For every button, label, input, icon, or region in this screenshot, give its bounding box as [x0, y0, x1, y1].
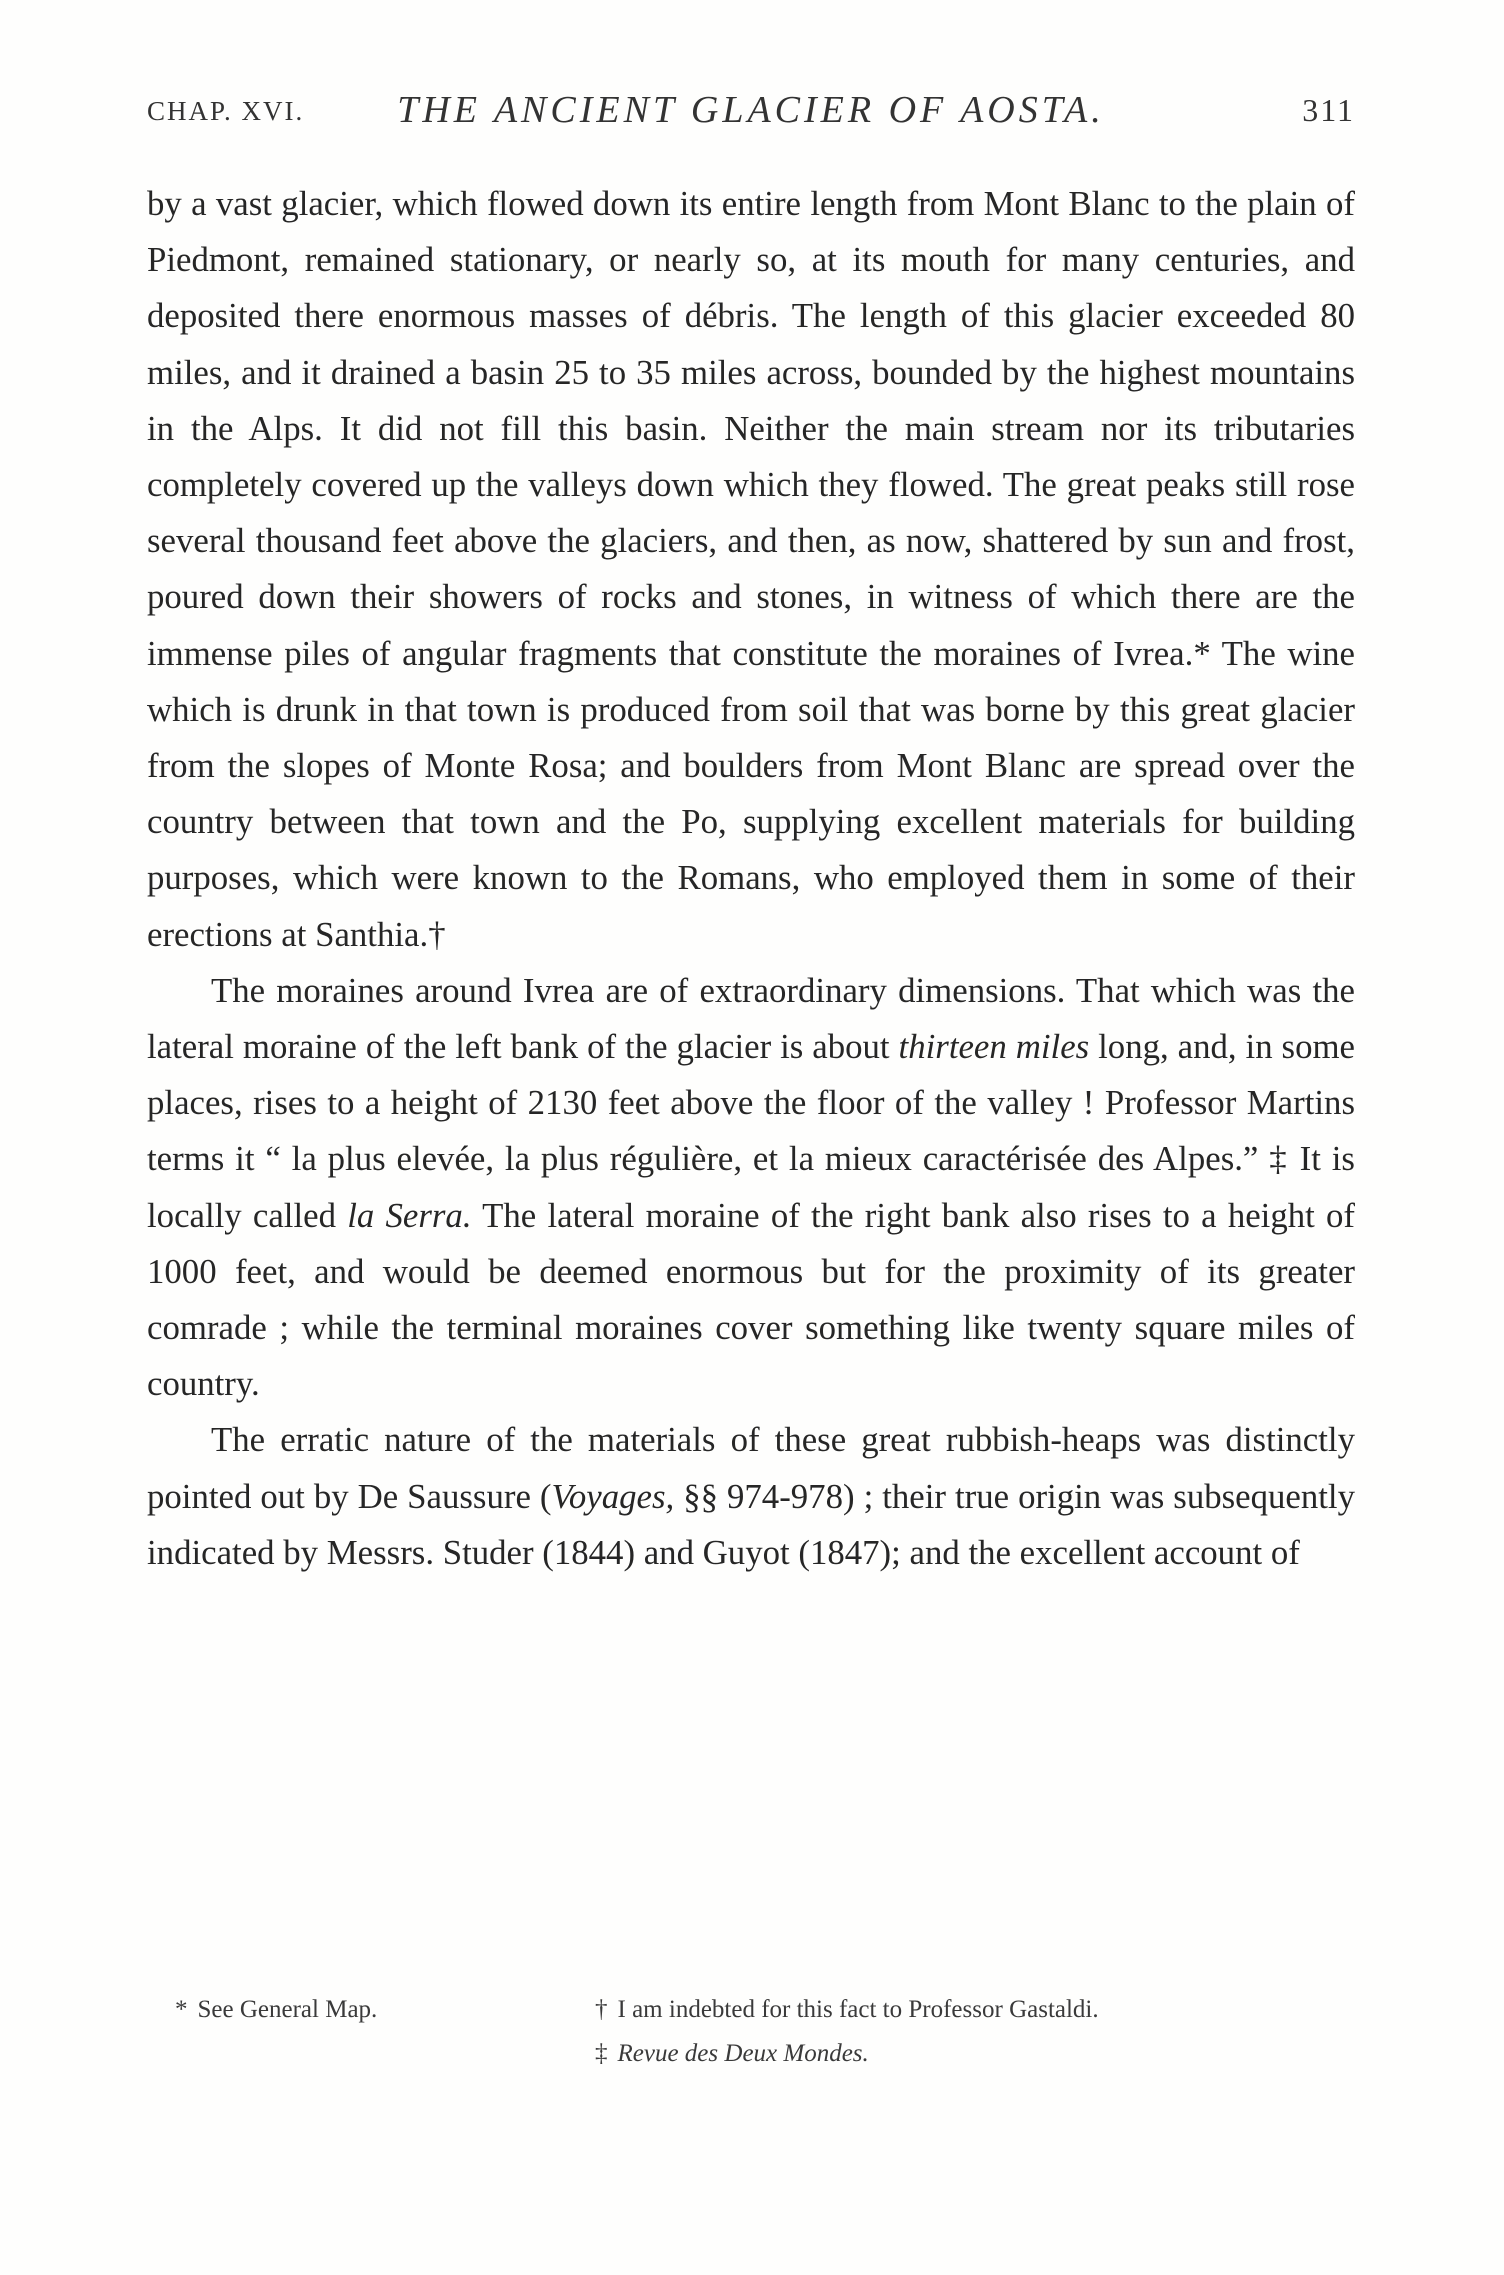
page-number: 311: [1302, 92, 1355, 128]
paragraph-1-text-b: The wine which is drunk in that town is produced from soil that was borne by this great glacier from the slopes of Monte Rosa; and boulders from Mont Blanc are spread over the country between that town and the Po, supplying excellent materials for building purposes, which were known to the Romans, who employed them in some of their erections at Santhia.: [147, 633, 1355, 954]
footnote-dagger-mark: †: [595, 1996, 608, 2023]
book-page: [147, 88, 1356, 2067]
paragraph-1-text-a: by a vast glacier, which flowed down its entire length from Mont Blanc to the plain of Piedmont, remained stationary, or nearly so, at its mouth for many centuries, and deposited there enormous masses of débris. The length of this glacier exceeded 80 miles, and it drained a basin 25 to 35 miles across, bounded by the highest mountains in the Alps. It did not fill this basin. Neither the main stream nor its tributaries completely covered up the valleys down which they flowed. The great peaks still rose several thousand feet above the glaciers, and then, as now, shattered by sun and frost, poured down their showers of rocks and stones, in witness of which there are the immense piles of angular fragments that constitute the moraines of Ivrea.: [147, 184, 1355, 673]
footnote-star-mark: *: [175, 1996, 188, 2023]
paragraph-2-text-a: The moraines around Ivrea are of extraordinary dimensions. That which was the lateral moraine of the left bank of the glacier is about: [147, 970, 1355, 1067]
footnote-ref-dagger: †: [428, 914, 446, 954]
footnotes: [147, 1988, 1355, 2076]
paragraph-2: [147, 963, 1355, 1413]
chapter-label: CHAP. XVI.: [147, 96, 305, 126]
paragraph-3: [147, 1412, 1355, 1581]
emphasis-voyages: Voyages,: [551, 1476, 675, 1516]
footnote-star: [175, 1988, 377, 2032]
paragraph-2-text-c: It is locally called: [147, 1139, 1355, 1235]
footnote-ref-star: *: [1193, 633, 1211, 673]
footnote-double-dagger-mark: ‡: [595, 2040, 608, 2067]
paragraph-1: [147, 176, 1355, 963]
footnote-double-dagger: [595, 2032, 869, 2076]
paragraph-2-text-d: The lateral moraine of the right bank also rises to a height of 1000 feet, and would be deemed enormous but for the proximity of its greater comrade ; while the terminal moraines cover something like twenty square miles of country.: [147, 1195, 1356, 1404]
footnote-row-1: [147, 1988, 1355, 2032]
footnote-double-dagger-text: Revue des Deux Mondes.: [617, 2040, 869, 2067]
emphasis-thirteen-miles: thirteen miles: [898, 1027, 1090, 1067]
running-head: [147, 88, 1355, 148]
paragraph-3-text-b: §§ 974-978) ; their true origin was subsequently indicated by Messrs. Studer (1844) and Guyot (1847); and the excellent account of: [147, 1476, 1355, 1572]
emphasis-la-serra: la Serra.: [347, 1195, 472, 1235]
footnote-ref-double-dagger: ‡: [1269, 1139, 1289, 1179]
paragraph-3-text-a: The erratic nature of the materials of these great rubbish-heaps was distinctly pointed out by De Saussure (: [147, 1420, 1355, 1516]
footnote-row-2: [147, 2032, 1355, 2076]
body-text: [147, 176, 1355, 1581]
footnote-dagger: [595, 1988, 1099, 2032]
footnote-star-text: See General Map.: [197, 1996, 378, 2023]
paragraph-2-text-b: long, and, in some places, rises to a height of 2130 feet above the floor of the valley ! Professor Martins terms it “ la plus elevée, la plus régulière, et la mieux caractérisée des Alpes.”: [147, 1027, 1356, 1179]
footnote-dagger-text: I am indebted for this fact to Professor Gastaldi.: [617, 1996, 1099, 2023]
running-title: THE ANCIENT GLACIER OF AOSTA.: [397, 89, 1105, 131]
